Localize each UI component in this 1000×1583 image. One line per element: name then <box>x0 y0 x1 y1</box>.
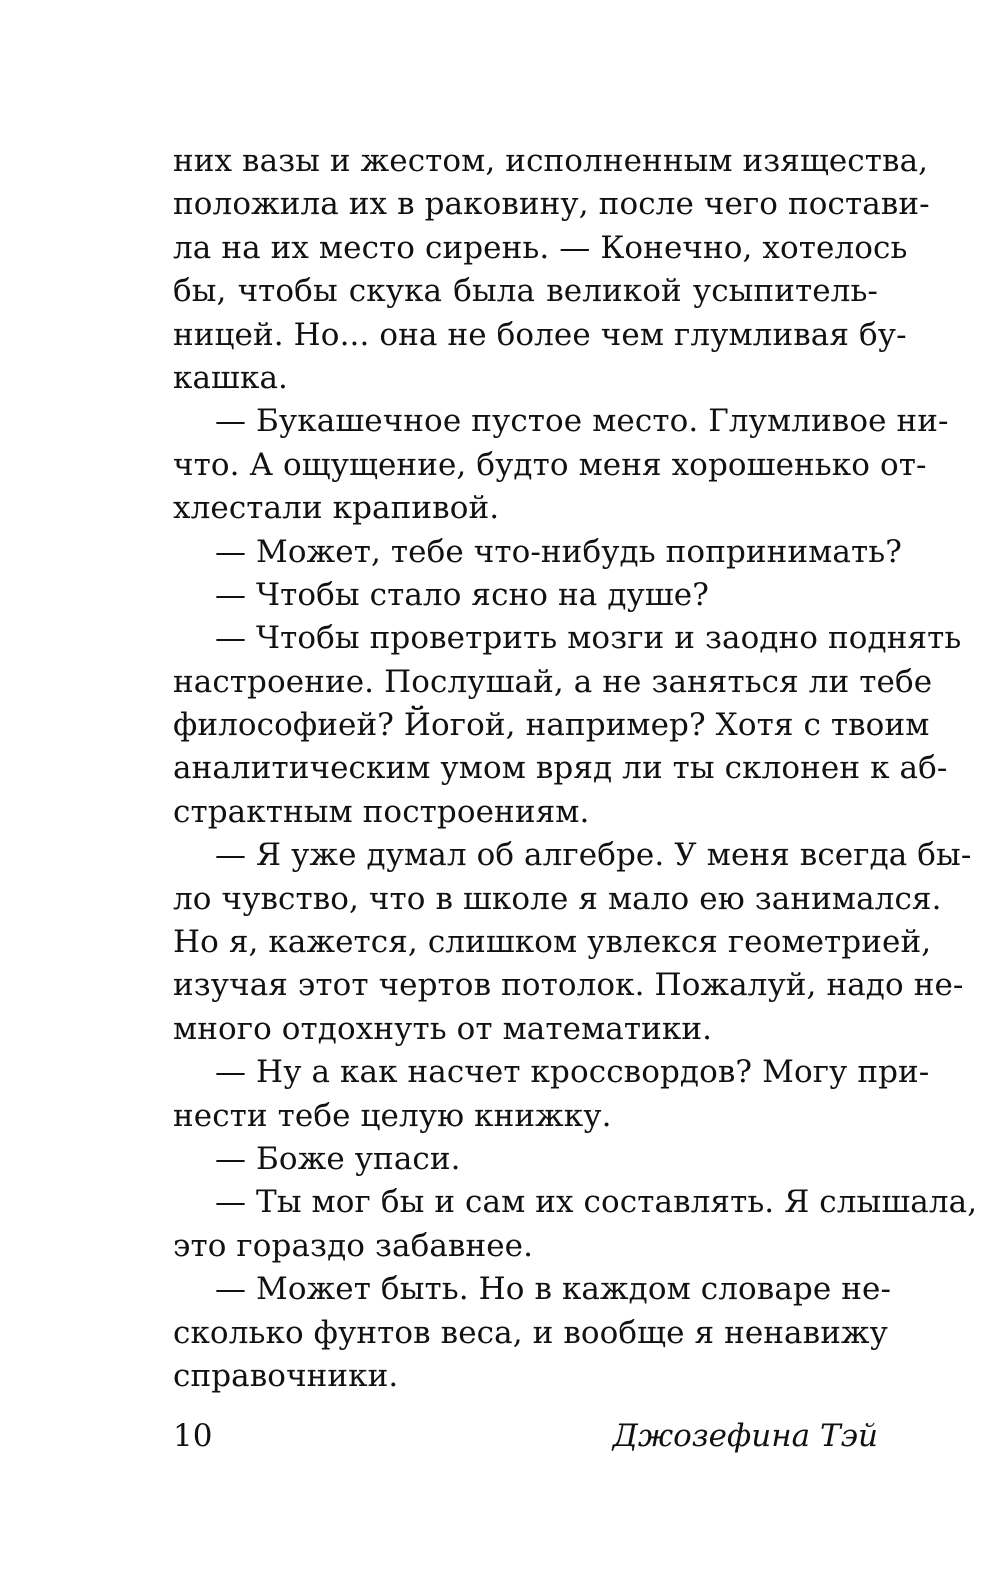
text-line: ницей. Но... она не более чем глумливая бу- <box>173 316 907 353</box>
text-line: них вазы и жестом, исполненным изящества, <box>173 143 929 179</box>
text-line: хлестали крапивой. <box>173 490 500 527</box>
text-line: настроение. Послушай, а не заняться ли тебе <box>173 663 933 700</box>
text-line: — Я уже думал об алгебре. У меня всегда бы- <box>215 837 972 874</box>
text-line: бы, чтобы скука была великой усыпитель- <box>173 273 878 310</box>
text-line: — Чтобы проветрить мозги и заодно поднять <box>215 620 962 657</box>
text-line: кашка. <box>173 359 288 396</box>
text-line: аналитическим умом вряд ли ты склонен к аб- <box>173 750 948 787</box>
text-line: ло чувство, что в школе я мало ею занимался. <box>173 880 942 917</box>
text-line: Но я, кажется, слишком увлекся геометрией, <box>173 924 932 961</box>
text-line: — Ты мог бы и сам их составлять. Я слышала, <box>215 1184 978 1221</box>
text-line: изучая этот чертов потолок. Пожалуй, надо не- <box>173 967 964 1004</box>
text-line: сколько фунтов веса, и вообще я ненавижу <box>173 1314 888 1351</box>
text-line: — Боже упаси. <box>215 1140 461 1177</box>
text-line: справочники. <box>173 1357 399 1394</box>
text-line: положила их в раковину, после чего постави- <box>173 186 930 223</box>
running-footer-author: Джозефина Тэй <box>612 1418 878 1454</box>
text-line: ла на их место сирень. — Конечно, хотелось <box>173 229 908 266</box>
text-line: нести тебе целую книжку. <box>173 1097 612 1134</box>
text-line: — Букашечное пустое место. Глумливое ни- <box>215 403 949 440</box>
page-number: 10 <box>173 1418 213 1454</box>
text-line: страктным построениям. <box>173 793 590 830</box>
text-line: — Чтобы стало ясно на душе? <box>215 576 709 613</box>
text-line: много отдохнуть от математики. <box>173 1010 713 1047</box>
text-line: это гораздо забавнее. <box>173 1227 534 1264</box>
page-body-text <box>173 140 978 1398</box>
text-line: — Может быть. Но в каждом словаре не- <box>215 1271 892 1308</box>
text-line: что. А ощущение, будто меня хорошенько от- <box>173 446 927 483</box>
text-line: — Ну а как насчет кроссвордов? Могу при- <box>215 1054 930 1091</box>
text-line: философией? Йогой, например? Хотя с твоим <box>173 707 930 744</box>
text-line: — Может, тебе что-нибудь попринимать? <box>215 533 902 570</box>
